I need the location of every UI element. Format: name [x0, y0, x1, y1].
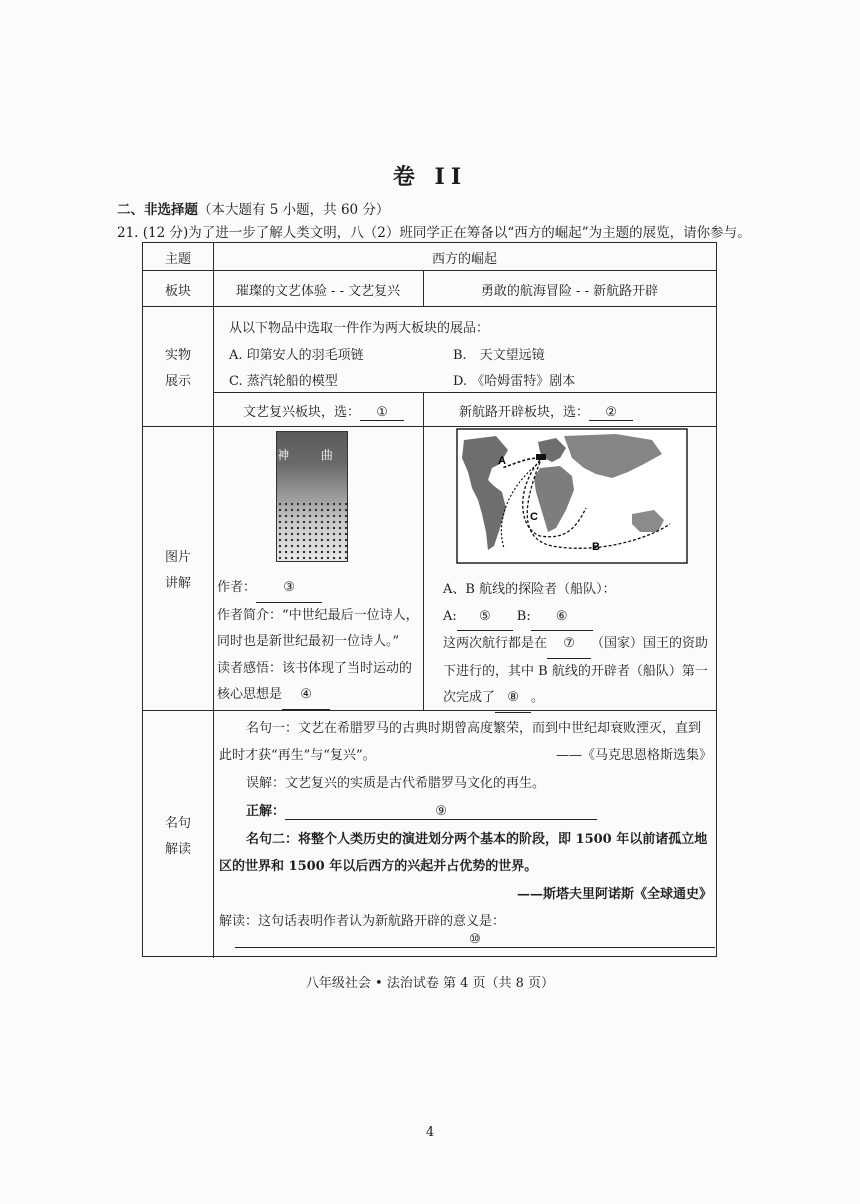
blank-7[interactable]: ⑦: [547, 631, 591, 659]
choose-route-label: 新航路开辟板块，选：: [459, 405, 590, 420]
quote2-source: ——斯塔夫里阿诺斯《全球通史》: [516, 887, 712, 902]
book-title: 神 曲: [277, 448, 347, 462]
section-heading: [117, 198, 389, 218]
blank-8[interactable]: ⑧: [495, 685, 531, 713]
theme-value: 西方的崛起: [431, 252, 497, 267]
option-d: D. 《哈姆雷特》剧本: [453, 374, 576, 389]
quote-row: [143, 710, 716, 958]
quote2-line2: 区的世界和 1500 年以后西方的兴起并占优势的世界。: [219, 859, 538, 874]
blank-3[interactable]: ③: [256, 575, 322, 603]
quote-label-1: 名句: [164, 816, 191, 831]
map-label-c: C: [530, 511, 538, 523]
bio-line-1: 作者简介：“中世纪最后一位诗人，: [217, 607, 419, 623]
option-b: B. 天文望远镜: [453, 348, 545, 363]
blank-9[interactable]: ⑨: [285, 804, 597, 820]
exhibit-row: [143, 306, 716, 426]
section-row-label: 板块: [164, 284, 191, 299]
misread: 误解：文艺复兴的实质是古代希腊罗马文化的再生。: [246, 776, 546, 791]
voyage-line-1: 这两次航行都是在 ⑦ （国家）国王的资助: [443, 631, 708, 659]
correct-line: [246, 800, 597, 820]
question-text: 21. (12 分)为了进一步了解人类文明，八（2）班同学正在筹备以“西方的崛起”为主题的展览，请你参与。: [117, 225, 751, 241]
theme-label: 主题: [164, 252, 191, 267]
picture-label-2: 讲解: [164, 576, 191, 591]
quote-label-2: 解读: [164, 842, 191, 857]
quote1-source: ——《马克思恩格斯选集》: [555, 748, 712, 763]
option-c: C. 蒸汽轮船的模型: [229, 374, 338, 389]
reader-line-1: 读者感悟：该书体现了当时运动的: [217, 660, 413, 676]
route-answers: A: ⑤ B: ⑥: [443, 604, 708, 632]
choose-renaissance-label: 文艺复兴板块，选：: [243, 405, 361, 420]
blank-1[interactable]: ①: [360, 405, 404, 421]
exhibit-label-2: 展示: [164, 374, 191, 389]
map-label-b: B: [592, 541, 600, 553]
answer-line-10: [235, 932, 715, 948]
quote2-line1: 名句二：将整个人类历史的演进划分两个基本的阶段，即 1500 年以前诸孤立地: [246, 832, 708, 847]
world-map-routes: [456, 428, 688, 564]
bio-line-2: 同时也是新世纪最初一位诗人。”: [217, 634, 400, 649]
section-row: [143, 270, 716, 306]
blank-4[interactable]: ④: [282, 682, 330, 710]
section-label: 二、非选择题: [117, 202, 198, 218]
voyage-line-3: 次完成了 ⑧ 。: [443, 685, 708, 713]
section-note: （本大题有 5 小题，共 60 分）: [198, 202, 390, 218]
route-question: A、B 航线的探险者（船队）：: [443, 582, 616, 597]
theme-row: [143, 243, 716, 270]
author-label: 作者：: [217, 580, 257, 595]
picture-label-1: 图片: [164, 550, 191, 565]
section-renaissance: 璀璨的文艺体验 - - 文艺复兴: [235, 284, 401, 299]
blank-2[interactable]: ②: [589, 405, 633, 421]
blank-6[interactable]: ⑥: [531, 604, 593, 632]
exhibition-table: [142, 242, 717, 957]
voyage-line-2: 下进行的，其中 B 航线的开辟者（船队）第一: [443, 663, 708, 679]
quote1-line2: 此时才获“再生”与“复兴”。: [219, 748, 376, 763]
map-label-a: A: [498, 455, 506, 467]
divine-comedy-book-image: [276, 431, 348, 562]
blank-10[interactable]: ⑩: [235, 932, 715, 948]
quote1-line1: 名句一：文艺在希腊罗马的古典时期曾高度繁荣，而到中世纪却衰败湮灭，直到: [246, 721, 702, 736]
page-title: 卷 II: [392, 164, 468, 190]
page-number: 4: [425, 1125, 435, 1140]
reader-line-2: 核心思想是 ④: [217, 682, 419, 710]
choose-route: [459, 401, 633, 421]
exhibit-prompt: 从以下物品中选取一件作为两大板块的展品：: [229, 321, 490, 336]
interpret-line: 解读：这句话表明作者认为新航路开辟的意义是：: [219, 914, 506, 929]
exhibit-label-1: 实物: [164, 348, 191, 363]
choose-renaissance: [243, 401, 404, 421]
blank-5[interactable]: ⑤: [457, 604, 513, 632]
option-a: A. 印第安人的羽毛项链: [229, 348, 364, 363]
section-new-route: 勇敢的航海冒险 - - 新航路开辟: [480, 284, 659, 299]
page-footer: 八年级社会 • 法治试卷 第 4 页（共 8 页）: [305, 976, 555, 991]
author-line: [217, 575, 419, 603]
correct-label: 正解：: [246, 804, 286, 819]
